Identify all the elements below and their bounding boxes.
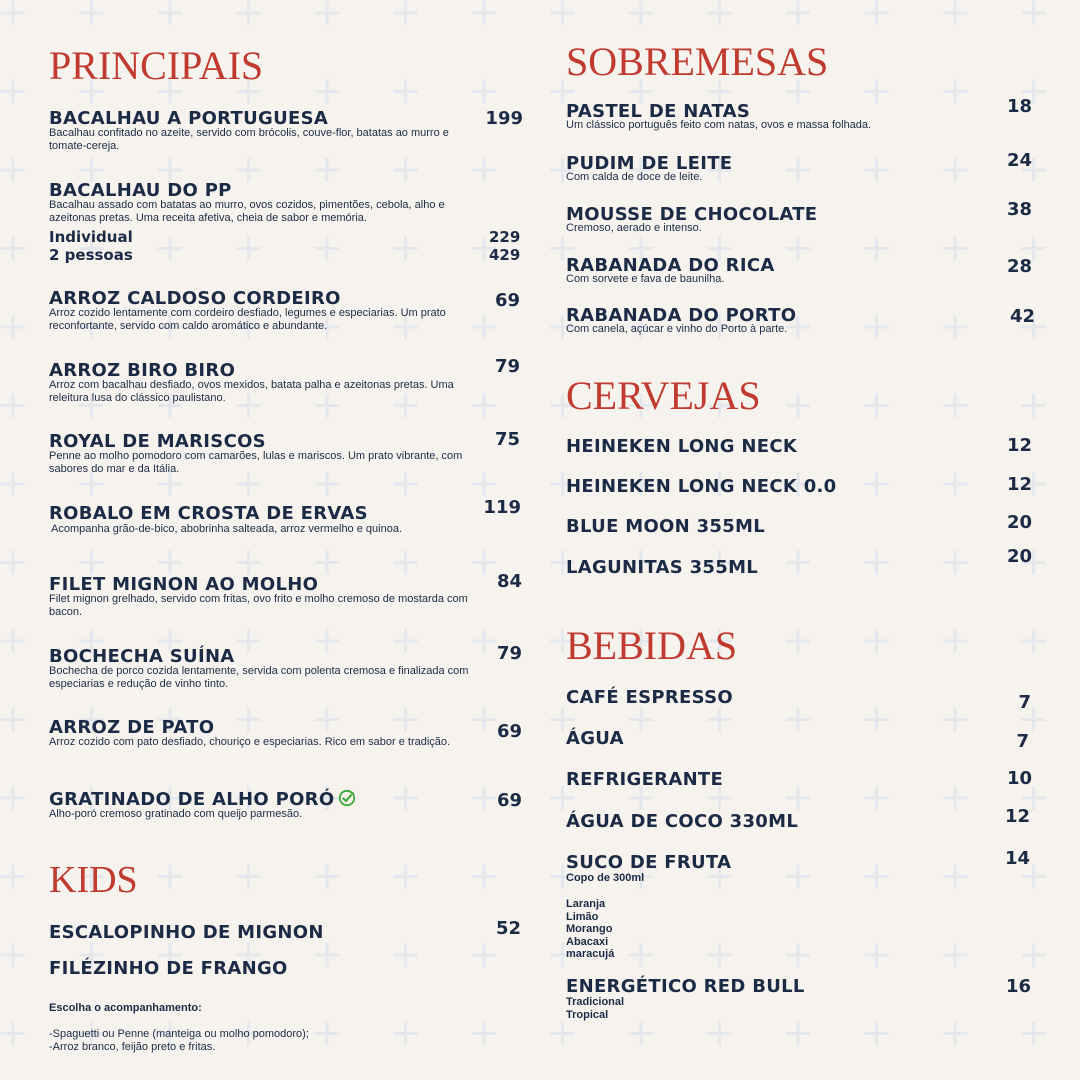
menu-item-arroz-de-pato — [49, 717, 473, 749]
item-description: Cremoso, aerado e intenso. — [566, 222, 702, 234]
item-price: 52 — [495, 918, 521, 939]
item-description: Com canela, açúcar e vinho do Porto à parte. — [566, 323, 788, 335]
menu-item-arroz-biro-biro — [49, 360, 473, 404]
flavor-option: Limão — [566, 910, 599, 923]
flavor-option: maracujá — [566, 948, 615, 960]
item-price: 20 — [1006, 512, 1032, 533]
vegetarian-leaf-icon — [338, 789, 356, 807]
item-name: BACALHAU DO PP — [49, 180, 232, 201]
beer-item-blue-moon: BLUE MOON 355ML — [566, 516, 766, 537]
item-price: 84 — [496, 571, 522, 592]
item-description: Bochecha de porco cozida lentamente, servida com polenta cremosa e finalizada com especiarias e redução de vinho tinto. — [49, 665, 469, 690]
item-price: 38 — [1006, 199, 1032, 220]
item-description: Bacalhau assado com batatas ao murro, ovos cozidos, pimentões, cebola, alho e azeitonas pretas. Uma receita afetiva, cheia de sabor e memória. — [49, 199, 445, 224]
menu-item-rabanada-do-porto — [566, 305, 990, 336]
item-name: ARROZ DE PATO — [49, 717, 215, 738]
drink-item-refrigerante: REFRIGERANTE — [566, 769, 724, 790]
option-label-individual: Individual — [49, 228, 133, 246]
item-price: 28 — [1006, 256, 1032, 277]
menu-item-bacalhau-do-pp — [49, 180, 473, 224]
item-name: BOCHECHA SUÍNA — [49, 646, 235, 667]
kids-note-title: Escolha o acompanhamento: — [49, 1002, 202, 1014]
item-price: 20 — [1006, 546, 1032, 567]
menu-item-filet-mignon-ao-molho — [49, 574, 473, 618]
item-name: ROYAL DE MARISCOS — [49, 431, 266, 452]
beer-item-lagunitas: LAGUNITAS 355ML — [566, 557, 759, 578]
item-name: ARROZ CALDOSO CORDEIRO — [49, 288, 341, 309]
item-name: FILET MIGNON AO MOLHO — [49, 574, 319, 595]
item-name: RABANADA DO PORTO — [566, 305, 797, 326]
beer-item-heineken-long-neck-zero: HEINEKEN LONG NECK 0.0 — [566, 476, 837, 497]
item-description: Arroz com bacalhau desfiado, ovos mexidos, batata palha e azeitonas pretas. Uma releitura lusa do clássico paulistano. — [49, 379, 454, 404]
flavor-option: Laranja — [566, 898, 606, 910]
item-price: 79 — [494, 356, 520, 377]
flavor-option: Morango — [566, 923, 613, 935]
item-description: Filet mignon grelhado, servido com fritas, ovo frito e molho cremoso de mostarda com bacon. — [49, 593, 468, 618]
drink-item-agua-de-coco: ÁGUA DE COCO 330ML — [566, 811, 799, 832]
item-price: 42 — [1009, 306, 1035, 327]
item-price: 119 — [483, 497, 521, 518]
item-description: Alho-poró cremoso gratinado com queijo parmesão. — [49, 808, 303, 820]
flavor-option: Tropical — [566, 1009, 609, 1021]
item-name: ARROZ BIRO BIRO — [49, 360, 236, 381]
menu-item-arroz-caldoso-cordeiro — [49, 288, 473, 332]
item-price: 69 — [494, 290, 520, 311]
section-title-bebidas: BEBIDAS — [566, 623, 738, 668]
item-description: Com calda de doce de leite. — [566, 171, 703, 183]
drink-item-cafe-espresso: CAFÉ ESPRESSO — [566, 687, 733, 708]
kids-note-line: -Arroz branco, feijão preto e fritas. — [49, 1041, 216, 1053]
item-price: 24 — [1006, 150, 1032, 171]
item-description: Com sorvete e fava de baunilha. — [566, 273, 725, 285]
item-price: 10 — [1006, 768, 1032, 789]
menu-item-pastel-de-natas — [566, 101, 990, 132]
menu-item-robalo-em-crosta-de-ervas — [49, 503, 475, 536]
item-price: 69 — [496, 721, 522, 742]
item-price: 12 — [1004, 806, 1030, 827]
item-name: PASTEL DE NATAS — [566, 101, 751, 122]
item-description: Penne ao molho pomodoro com camarões, lulas e mariscos. Um prato vibrante, com sabores do mar e da Itália. — [49, 450, 463, 475]
item-description: Arroz cozido lentamente com cordeiro desfiado, legumes e especiarias. Um prato reconfortante, servido com caldo aromático e abundante. — [49, 307, 446, 332]
beer-item-heineken-long-neck: HEINEKEN LONG NECK — [566, 436, 798, 457]
item-price: 12 — [1006, 435, 1032, 456]
drink-item-energetico-red-bull: ENERGÉTICO RED BULL — [566, 976, 805, 997]
menu-item-gratinado-de-alho-poro — [49, 789, 473, 821]
section-title-kids: KIDS — [49, 859, 138, 901]
menu-item-mousse-de-chocolate — [566, 204, 990, 235]
drink-item-suco-de-fruta: SUCO DE FRUTA — [566, 852, 732, 873]
item-price: 18 — [1006, 96, 1032, 117]
menu-item-royal-de-mariscos — [49, 431, 473, 475]
kids-item-filezinho-de-frango: FILÉZINHO DE FRANGO — [49, 958, 288, 979]
item-description: Um clássico português feito com natas, ovos e massa folhada. — [566, 119, 872, 131]
item-price: 69 — [496, 790, 522, 811]
item-name: GRATINADO DE ALHO PORÓ — [49, 789, 335, 810]
item-name: PUDIM DE LEITE — [566, 153, 733, 174]
item-name: ROBALO EM CROSTA DE ERVAS — [49, 503, 368, 524]
item-price: 75 — [494, 429, 520, 450]
item-description: Acompanha grão-de-bico, abobrinha salteada, arroz vermelho e quinoa. — [51, 523, 402, 535]
section-title-cervejas: CERVEJAS — [566, 373, 761, 418]
item-description: Bacalhau confitado no azeite, servido com brócolis, couve-flor, batatas ao murro e tomate-cereja. — [49, 127, 449, 152]
flavor-option: Tradicional — [566, 996, 625, 1008]
item-price: 12 — [1006, 474, 1032, 495]
flavor-option: Abacaxi — [566, 935, 609, 948]
menu-item-bacalhau-a-portuguesa — [49, 108, 473, 152]
item-name: BACALHAU A PORTUGUESA — [49, 108, 329, 129]
option-price-2-pessoas: 429 — [489, 246, 521, 264]
drink-subtitle: Copo de 300ml — [566, 872, 645, 884]
item-price: 199 — [485, 108, 523, 129]
item-description: Arroz cozido com pato desfiado, chouriço e especiarias. Rico em sabor e tradição. — [49, 736, 451, 748]
item-price: 7 — [1018, 692, 1031, 713]
section-title-sobremesas: SOBREMESAS — [566, 39, 829, 84]
drink-item-agua: ÁGUA — [566, 728, 624, 749]
item-name: MOUSSE DE CHOCOLATE — [566, 204, 818, 225]
item-price: 7 — [1016, 731, 1029, 752]
kids-note-line: -Spaguetti ou Penne (manteiga ou molho pomodoro); — [49, 1028, 309, 1040]
menu-item-rabanada-do-rica — [566, 255, 990, 286]
item-price: 79 — [496, 643, 522, 664]
item-price: 16 — [1005, 976, 1031, 997]
item-name: RABANADA DO RICA — [566, 255, 775, 276]
option-price-individual: 229 — [489, 228, 521, 246]
kids-item-escalopinho-de-mignon: ESCALOPINHO DE MIGNON — [49, 922, 324, 943]
item-price: 14 — [1004, 848, 1030, 869]
menu-item-pudim-de-leite — [566, 153, 990, 184]
menu-item-bochecha-suina — [49, 646, 473, 690]
option-label-2-pessoas: 2 pessoas — [49, 246, 133, 264]
section-title-principais: PRINCIPAIS — [49, 43, 264, 88]
